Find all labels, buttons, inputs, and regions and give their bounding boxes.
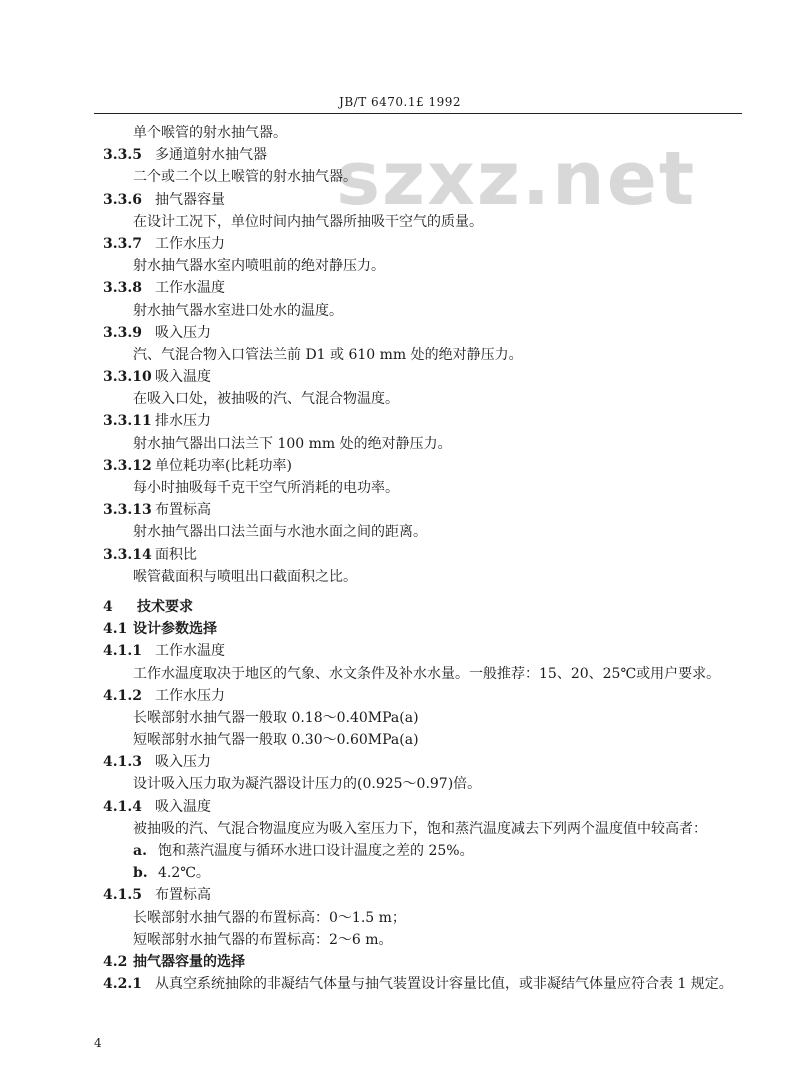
clause-number: 3.3.11 xyxy=(103,413,152,430)
body-text: 短喉部射水抽气器一般取 0.30～0.60MPa(a) xyxy=(133,732,419,749)
paragraph-line xyxy=(0,211,800,233)
clause-title: 工作水压力 xyxy=(155,687,225,704)
body-text: 汽、气混合物入口管法兰前 D1 或 610 mm 处的绝对静压力。 xyxy=(133,346,523,363)
paragraph-line xyxy=(0,166,800,188)
clause-number: 3.3.6 xyxy=(103,191,142,208)
paragraph-line xyxy=(0,566,800,588)
page-number: 4 xyxy=(94,1036,102,1050)
clause-title: 从真空系统抽除的非凝结气体量与抽气装置设计容量比值，或非凝结气体量应符合表 1 规定。 xyxy=(155,976,733,993)
clause-number: 4 xyxy=(103,598,113,615)
clause-title: 吸入压力 xyxy=(155,324,211,341)
body-text: 射水抽气器出口法兰面与水池水面之间的距离。 xyxy=(133,524,427,541)
body-text: 单个喉管的射水抽气器。 xyxy=(133,125,287,141)
clause-number: 4.1.3 xyxy=(103,754,142,771)
paragraph-line xyxy=(0,929,800,951)
clause-number: 3.3.9 xyxy=(103,324,142,341)
body-text: 工作水温度取决于地区的气象、水文条件及补水水量。一般推荐：15、20、25℃或用户要求。 xyxy=(133,665,721,682)
clause-number: 4.1.5 xyxy=(103,887,142,904)
clause-title: 吸入温度 xyxy=(155,369,211,386)
watermark: szxz.net xyxy=(336,136,697,222)
clause-number: 4.1.2 xyxy=(103,687,142,704)
clause-number: 4.2.1 xyxy=(103,976,142,993)
body-text: 被抽吸的汽、气混合物温度应为吸入室压力下，饱和蒸汽温度减去下列两个温度值中较高者： xyxy=(133,820,707,837)
clause-number: 4.1 xyxy=(103,621,128,638)
clause-number: 3.3.7 xyxy=(103,235,142,252)
clause-title: 吸入温度 xyxy=(155,798,211,815)
clause-title: 技术要求 xyxy=(137,598,193,615)
body-text: 长喉部射水抽气器的布置标高：0～1.5 m； xyxy=(133,909,406,926)
header-rule xyxy=(94,113,742,114)
list-marker: a. xyxy=(133,843,147,859)
paragraph-line xyxy=(0,818,800,840)
clause-heading xyxy=(0,544,800,566)
body-text: 短喉部射水抽气器的布置标高：2～6 m。 xyxy=(133,931,393,948)
clause-number: 4.2 xyxy=(103,953,128,970)
paragraph-line xyxy=(0,433,800,455)
clause-title: 面积比 xyxy=(155,546,197,563)
clause-heading xyxy=(0,685,800,707)
clause-heading xyxy=(0,973,800,995)
clause-title: 单位耗功率(比耗功率) xyxy=(155,457,292,474)
body-text: 设计吸入压力取为凝汽器设计压力的(0.925～0.97)倍。 xyxy=(133,776,482,793)
paragraph-line xyxy=(0,122,800,144)
clause-title: 布置标高 xyxy=(155,502,211,519)
clause-heading xyxy=(0,144,800,166)
clause-number: 3.3.13 xyxy=(103,502,152,519)
clause-heading xyxy=(0,189,800,211)
paragraph-line xyxy=(0,255,800,277)
clause-heading xyxy=(0,884,800,906)
clause-heading xyxy=(0,640,800,662)
body-text: 射水抽气器出口法兰下 100 mm 处的绝对静压力。 xyxy=(133,435,452,452)
list-marker: b. xyxy=(133,865,148,882)
body-text: 在吸入口处，被抽吸的汽、气混合物温度。 xyxy=(133,391,399,408)
clause-number: 4.1.1 xyxy=(103,643,142,660)
paragraph-line xyxy=(0,707,800,729)
clause-title: 多通道射水抽气器 xyxy=(155,147,267,164)
clause-number: 3.3.5 xyxy=(103,147,142,164)
body-text: 喉管截面积与喷咀出口截面积之比。 xyxy=(133,568,357,585)
clause-title: 吸入压力 xyxy=(155,754,211,771)
clause-title: 抽气器容量 xyxy=(155,191,225,208)
list-text: 4.2℃。 xyxy=(158,865,210,882)
body-text: 每小时抽吸每千克干空气所消耗的电功率。 xyxy=(133,480,399,496)
clause-heading xyxy=(0,410,800,432)
body-text: 射水抽气器水室内喷咀前的绝对静压力。 xyxy=(133,258,385,275)
clause-heading xyxy=(0,796,800,818)
paragraph-line xyxy=(0,521,800,543)
body-text: 二个或二个以上喉管的射水抽气器。 xyxy=(133,169,357,186)
clause-number: 3.3.12 xyxy=(103,457,152,474)
subsection-heading xyxy=(0,951,800,973)
list-text: 饱和蒸汽温度与循环水进口设计温度之差的 25%。 xyxy=(158,843,474,859)
clause-title: 工作水压力 xyxy=(155,235,225,252)
clause-heading xyxy=(0,499,800,521)
body-text: 在设计工况下，单位时间内抽气器所抽吸干空气的质量。 xyxy=(133,213,483,230)
clause-title: 布置标高 xyxy=(155,887,211,904)
subsection-heading xyxy=(0,618,800,640)
paragraph-line xyxy=(0,300,800,322)
clause-number: 4.1.4 xyxy=(103,798,142,815)
clause-heading xyxy=(0,455,800,477)
clause-title: 抽气器容量的选择 xyxy=(133,953,245,970)
paragraph-line xyxy=(0,663,800,685)
clause-number: 3.3.8 xyxy=(103,280,142,297)
document-body xyxy=(0,122,800,995)
clause-heading xyxy=(0,277,800,299)
clause-title: 排水压力 xyxy=(155,413,211,430)
body-text: 长喉部射水抽气器一般取 0.18～0.40MPa(a) xyxy=(133,709,419,726)
paragraph-line xyxy=(0,729,800,751)
section-heading xyxy=(0,596,800,618)
clause-number: 3.3.14 xyxy=(103,546,152,563)
clause-heading xyxy=(0,366,800,388)
list-item xyxy=(0,840,800,862)
clause-heading xyxy=(0,233,800,255)
paragraph-line xyxy=(0,344,800,366)
list-item xyxy=(0,862,800,884)
clause-title: 工作水温度 xyxy=(155,280,225,297)
clause-heading xyxy=(0,322,800,344)
clause-heading xyxy=(0,751,800,773)
body-text: 射水抽气器水室进口处水的温度。 xyxy=(133,302,343,319)
paragraph-line xyxy=(0,477,800,499)
page-header: JB/T 6470.1£ 1992 xyxy=(339,95,461,109)
paragraph-line xyxy=(0,388,800,410)
paragraph-line xyxy=(0,773,800,795)
clause-title: 设计参数选择 xyxy=(133,621,217,638)
clause-title: 工作水温度 xyxy=(155,643,225,660)
paragraph-line xyxy=(0,907,800,929)
clause-number: 3.3.10 xyxy=(103,369,152,386)
